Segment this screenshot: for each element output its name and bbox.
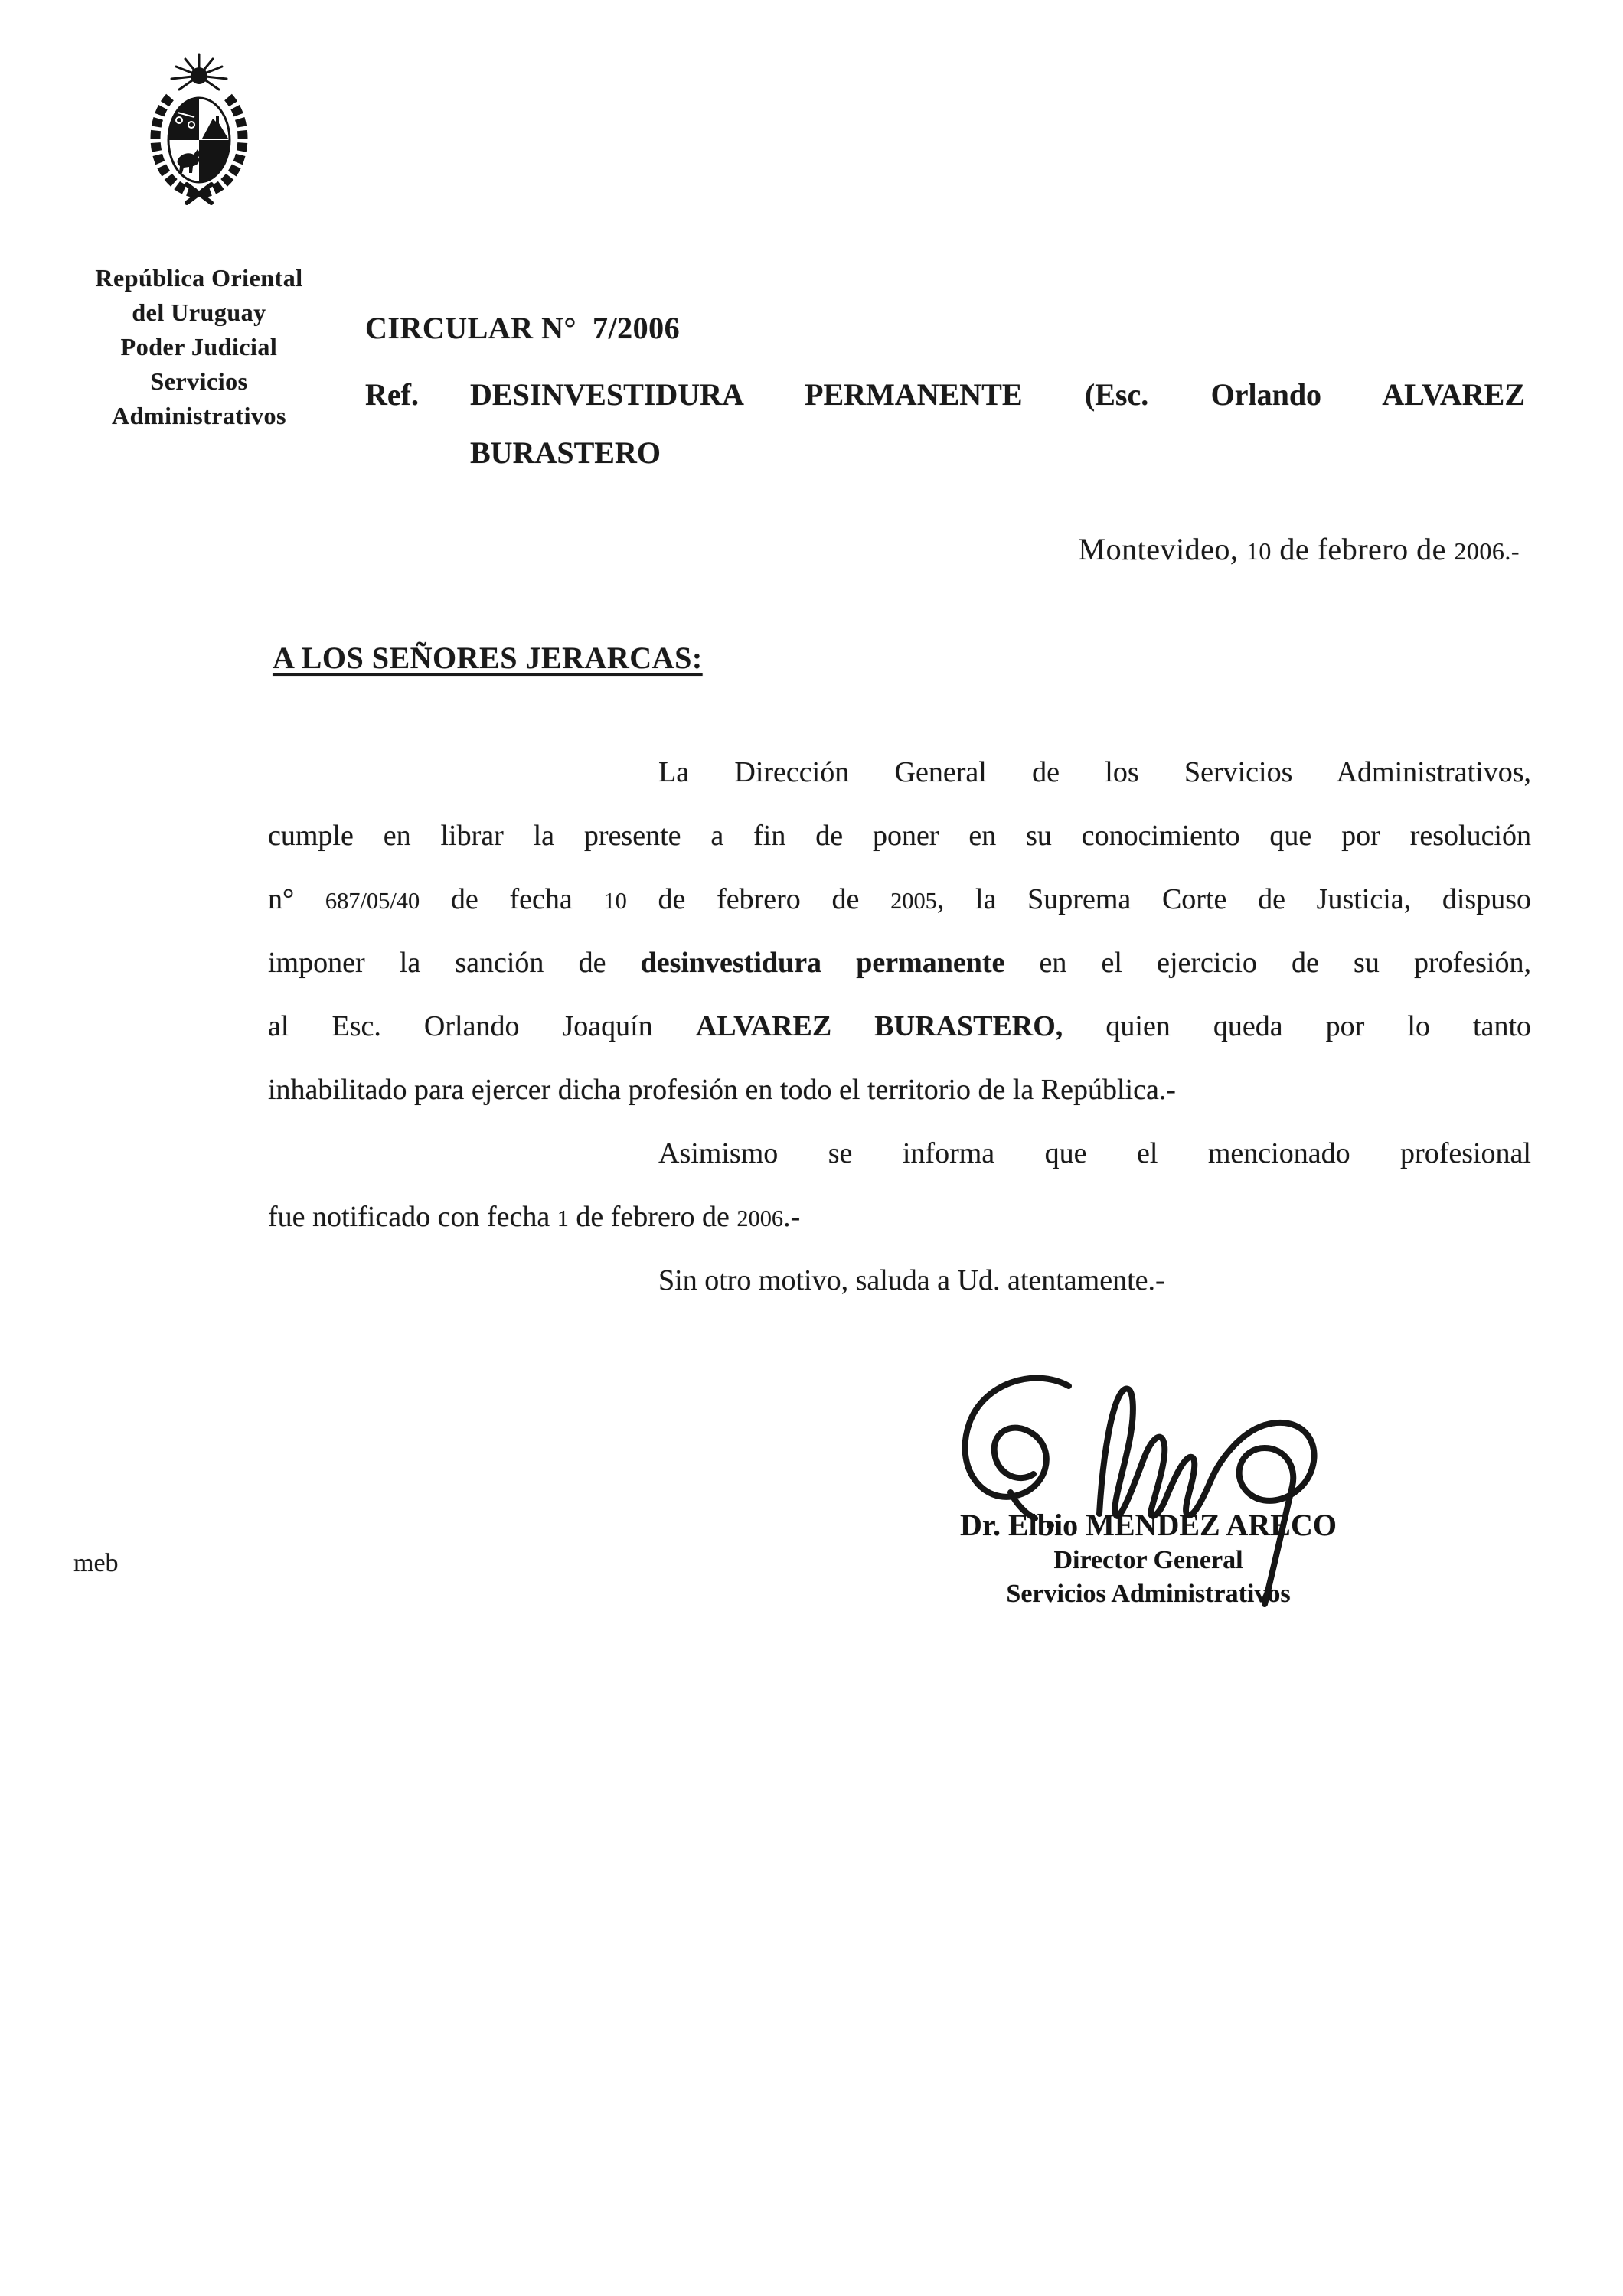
salutation: A LOS SEÑORES JERARCAS: bbox=[273, 641, 703, 675]
signer-department: Servicios Administrativos bbox=[1006, 1580, 1291, 1608]
body-line: inhabilitado para ejercer dicha profesión en todo el territorio de la República.- bbox=[268, 1074, 1176, 1106]
org-line: República Oriental bbox=[95, 264, 303, 292]
typist-initials: meb bbox=[73, 1549, 119, 1577]
body-line: n° 687/05/40 de fecha 10 de febrero de 2005, la Suprema Corte de Justicia, dispuso bbox=[268, 883, 1531, 915]
body-line: imponer la sanción de desinvestidura permanente en el ejercicio de su profesión, bbox=[268, 947, 1531, 979]
org-line: Poder Judicial bbox=[120, 333, 278, 360]
org-line: del Uruguay bbox=[132, 298, 266, 326]
signer-name: Dr. Elbio MENDEZ ARECO bbox=[960, 1508, 1337, 1542]
body-line: La Dirección General de los Servicios Administrativos, bbox=[658, 756, 1531, 788]
ref-content bbox=[470, 366, 1525, 482]
ref-subject-line1: DESINVESTIDURA PERMANENTE (Esc. Orlando ALVAREZ bbox=[470, 377, 1525, 412]
letter-body bbox=[268, 741, 1531, 1313]
reference-block bbox=[365, 366, 1525, 482]
dateline: Montevideo, 10 de febrero de 2006.- bbox=[1078, 532, 1520, 566]
signer-title: Director General bbox=[1053, 1546, 1243, 1574]
body-line: Asimismo se informa que el mencionado profesional bbox=[658, 1137, 1531, 1169]
body-line: Sin otro motivo, saluda a Ud. atentamente.- bbox=[658, 1264, 1165, 1296]
ref-label: Ref. bbox=[365, 377, 419, 412]
uruguay-coat-of-arms-icon bbox=[142, 52, 256, 207]
org-line: Servicios bbox=[150, 367, 248, 395]
org-line: Administrativos bbox=[112, 402, 286, 429]
signature-block bbox=[880, 1507, 1416, 1611]
circular-number: CIRCULAR N° 7/2006 bbox=[365, 311, 681, 345]
body-line: cumple en librar la presente a fin de poner en su conocimiento que por resolución bbox=[268, 820, 1531, 852]
body-line: al Esc. Orlando Joaquín ALVAREZ BURASTERO, quien queda por lo tanto bbox=[268, 1010, 1532, 1042]
letterhead-org-name bbox=[67, 261, 331, 433]
body-line: fue notificado con fecha 1 de febrero de 2006.- bbox=[268, 1201, 801, 1233]
ref-subject-line2: BURASTERO bbox=[470, 435, 661, 470]
